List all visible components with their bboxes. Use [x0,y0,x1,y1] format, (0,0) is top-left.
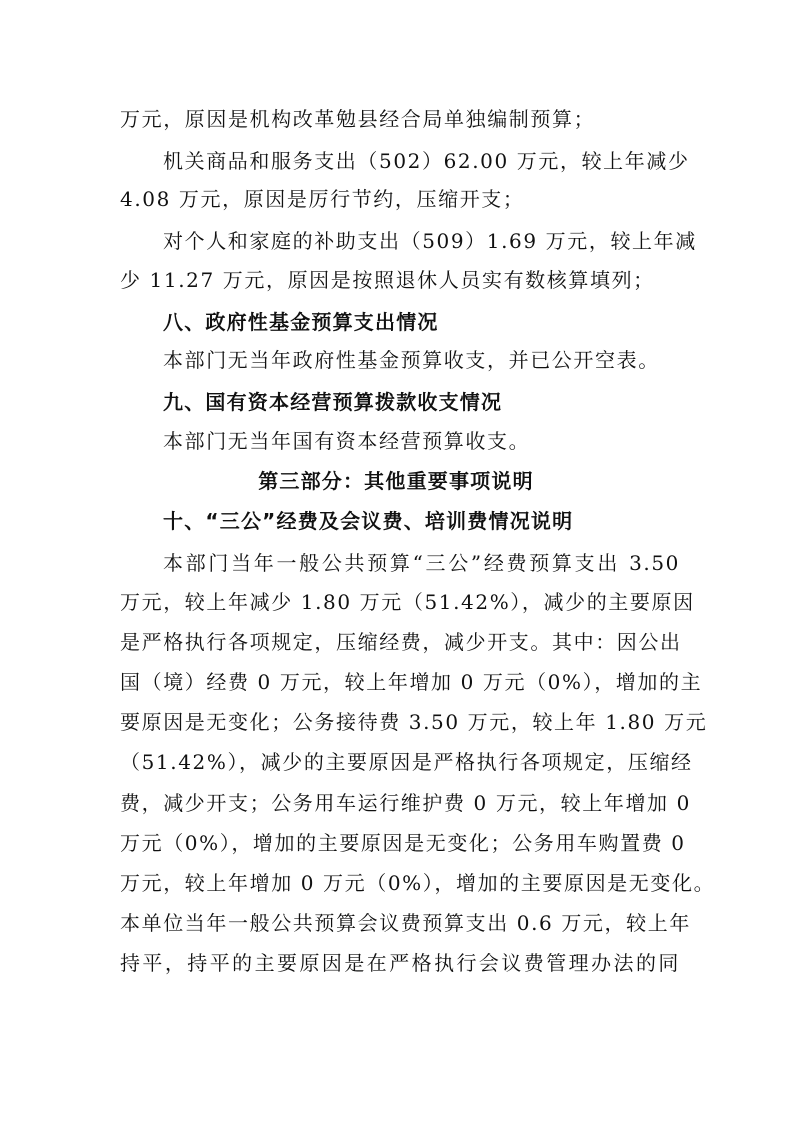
paragraph-line-5: 少 11.27 万元，原因是按照退休人员实有数核算填列； [120,268,655,292]
paragraph-line-1: 万元，原因是机构改革勉县经合局单独编制预算； [120,107,596,131]
paragraph-line-2: 机关商品和服务支出（502）62.00 万元，较上年减少 [163,149,690,173]
paragraph-line-18: 持平，持平的主要原因是在严格执行会议费管理办法的同 [120,951,680,975]
section-heading-8: 八、政府性基金预算支出情况 [163,310,439,334]
paragraph-line-14: 费，减少开支；公务用车运行维护费 0 万元，较上年增加 0 [120,791,691,815]
paragraph-line-11: 国（境）经费 0 万元，较上年增加 0 万元（0%），增加的主 [120,670,703,694]
paragraph-line-10: 是严格执行各项规定，压缩经费，减少开支。其中：因公出 [120,630,682,654]
section-heading-10: 十、“三公”经费及会议费、培训费情况说明 [163,509,574,533]
paragraph-line-4: 对个人和家庭的补助支出（509）1.69 万元，较上年减 [163,229,697,253]
paragraph-line-6: 本部门无当年政府性基金预算收支，并已公开空表。 [163,348,660,372]
paragraph-line-12: 要原因是无变化；公务接待费 3.50 万元，较上年 1.80 万元 [120,710,708,734]
paragraph-line-16: 万元，较上年增加 0 万元（0%），增加的主要原因是无变化。 [120,871,716,895]
paragraph-line-13: （51.42%），减少的主要原因是严格执行各项规定，压缩经 [120,750,693,774]
paragraph-line-3: 4.08 万元，原因是厉行节约，压缩开支； [120,187,525,211]
section-heading-9: 九、国有资本经营预算拨款收支情况 [163,390,503,414]
paragraph-line-9: 万元，较上年减少 1.80 万元（51.42%），减少的主要原因 [120,590,695,614]
paragraph-line-15: 万元（0%），增加的主要原因是无变化；公务用车购置费 0 [120,831,686,855]
part-three-heading: 第三部分：其他重要事项说明 [258,469,534,493]
paragraph-line-8: 本部门当年一般公共预算“三公”经费预算支出 3.50 [163,551,680,575]
paragraph-line-7: 本部门无当年国有资本经营预算收支。 [163,429,531,453]
paragraph-line-17: 本单位当年一般公共预算会议费预算支出 0.6 万元，较上年 [120,911,691,935]
